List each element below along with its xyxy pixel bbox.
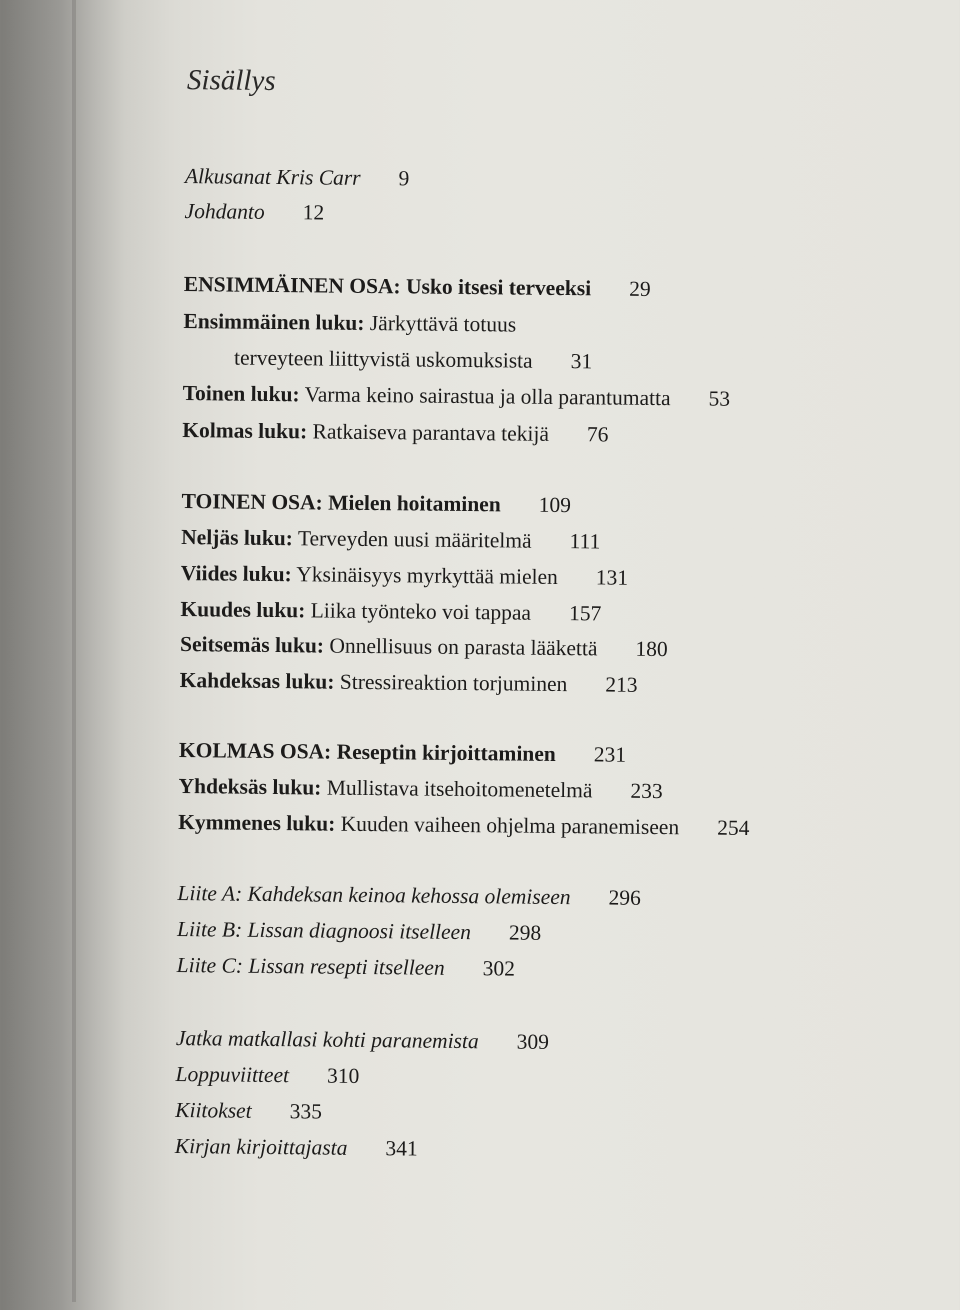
- toc-entry-label: Viides luku:: [180, 561, 292, 587]
- toc-entry-page-number: 31: [570, 349, 593, 374]
- toc-entry-page-number: 12: [302, 200, 325, 225]
- toc-entry-page-number: 53: [708, 386, 731, 411]
- toc-entry: [180, 632, 668, 662]
- toc-entry-page-number: 298: [508, 920, 542, 945]
- toc-entry: [182, 418, 608, 447]
- page-title: Sisällys: [186, 64, 276, 98]
- toc-entry-page-number: 341: [385, 1136, 418, 1161]
- toc-entry-label: Yhdeksäs luku:: [178, 774, 322, 800]
- toc-entry-page-number: 29: [629, 276, 651, 301]
- toc-entry-title: Mullistava itsehoitomenetelmä: [326, 775, 593, 803]
- toc-entry-title: Alkusanat Kris Carr: [184, 164, 361, 190]
- toc-entry-label: Neljäs luku:: [181, 525, 294, 551]
- toc-entry-page-number: 76: [586, 422, 609, 447]
- toc-entry-label: Kymmenes luku:: [178, 810, 336, 836]
- toc-entry-title: Onnellisuus on parasta lääkettä: [329, 633, 598, 661]
- toc-entry: [177, 917, 541, 946]
- toc-entry-title: Terveyden uusi määritelmä: [297, 526, 532, 553]
- toc-entry: [175, 1098, 322, 1125]
- toc-entry-page-number: 109: [538, 492, 572, 518]
- toc-entry-title: Usko itsesi terveeksi: [405, 274, 592, 301]
- toc-entry-title: Yksinäisyys myrkyttää mielen: [296, 562, 559, 589]
- toc-entry: [183, 381, 731, 412]
- toc-entry-page-number: 296: [608, 885, 641, 910]
- toc-entry-page-number: 111: [569, 529, 601, 554]
- toc-entry-page-number: 302: [482, 956, 516, 981]
- toc-entry-page-number: 233: [630, 778, 663, 804]
- toc-entry-title: terveyteen liittyvistä uskomuksista: [233, 345, 533, 373]
- toc-entry: [175, 1134, 418, 1162]
- toc-entry: [177, 881, 641, 911]
- toc-entry-title: Järkyttävä totuus: [369, 311, 517, 337]
- toc-entry-page-number: 310: [326, 1063, 360, 1088]
- toc-entry: [181, 561, 629, 591]
- toc-entry-title: Varma keino sairastua ja olla parantumatta: [304, 382, 671, 411]
- toc-entry: [185, 164, 410, 191]
- toc-entry-page-number: 213: [605, 672, 638, 697]
- toc-entry: [184, 199, 324, 225]
- toc-entry-page-number: 231: [593, 742, 627, 767]
- toc-entry-page-number: 180: [635, 636, 668, 662]
- toc-entry-title: Loppuviitteet: [175, 1062, 290, 1088]
- toc-entry-label: Kolmas luku:: [182, 418, 308, 444]
- toc-entry: [179, 738, 626, 768]
- toc-entry: [181, 489, 571, 518]
- toc-entry-title: Stressireaktion torjuminen: [339, 669, 568, 697]
- toc-entry: [183, 309, 516, 337]
- toc-entry-page-number: 335: [289, 1099, 323, 1124]
- toc-entry-page-number: 9: [398, 166, 410, 191]
- toc-entry: [181, 525, 600, 554]
- toc-entry: [234, 346, 592, 375]
- toc-entry-page-number: 157: [568, 601, 602, 626]
- toc-entry-title: Kiitokset: [175, 1098, 252, 1123]
- toc-entry: [175, 1062, 359, 1089]
- toc-entry: [180, 597, 601, 626]
- toc-entry-title: Jatka matkallasi kohti paranemista: [175, 1026, 479, 1054]
- toc-entry-title: Kirjan kirjoittajasta: [174, 1134, 348, 1160]
- toc-entry-title: Liite B: Lissan diagnoosi itselleen: [176, 917, 472, 945]
- toc-entry-label: Kahdeksas luku:: [179, 668, 335, 694]
- toc-entry-page-number: 254: [717, 815, 750, 841]
- toc-entry-label: Toinen luku:: [182, 381, 300, 407]
- toc-entry-title: Ratkaiseva parantava tekijä: [312, 419, 550, 446]
- toc-entry-title: Liite A: Kahdeksan keinoa kehossa olemiseen: [177, 881, 571, 910]
- toc-entry-title: Kuuden vaiheen ohjelma paranemiseen: [340, 811, 680, 840]
- toc-entry-title: Mielen hoitaminen: [328, 490, 501, 517]
- toc-entry-label: KOLMAS OSA:: [178, 738, 332, 764]
- toc-entry-title: Liika työnteko voi tappaa: [310, 598, 532, 625]
- toc-entry-title: Liite C: Lissan resepti itselleen: [176, 953, 445, 980]
- toc-entry: [177, 953, 515, 982]
- toc-entry-title: Johdanto: [184, 199, 265, 224]
- toc-entry: [178, 774, 662, 804]
- toc-entry-page-number: 131: [595, 565, 629, 590]
- toc-entry: [184, 272, 651, 302]
- toc-entry-title: Reseptin kirjoittaminen: [336, 739, 556, 766]
- toc-entry-label: Ensimmäinen luku:: [183, 309, 365, 335]
- toc-entry-label: Kuudes luku:: [180, 597, 306, 623]
- toc-entry-page-number: 309: [516, 1029, 550, 1054]
- toc-entry: [180, 668, 638, 698]
- toc-entry: [176, 1026, 549, 1055]
- toc-entry-label: TOINEN OSA:: [181, 489, 323, 515]
- toc-entry: [178, 810, 749, 841]
- toc-entry-label: Seitsemäs luku:: [179, 632, 325, 658]
- toc-entry-label: ENSIMMÄINEN OSA:: [183, 272, 401, 299]
